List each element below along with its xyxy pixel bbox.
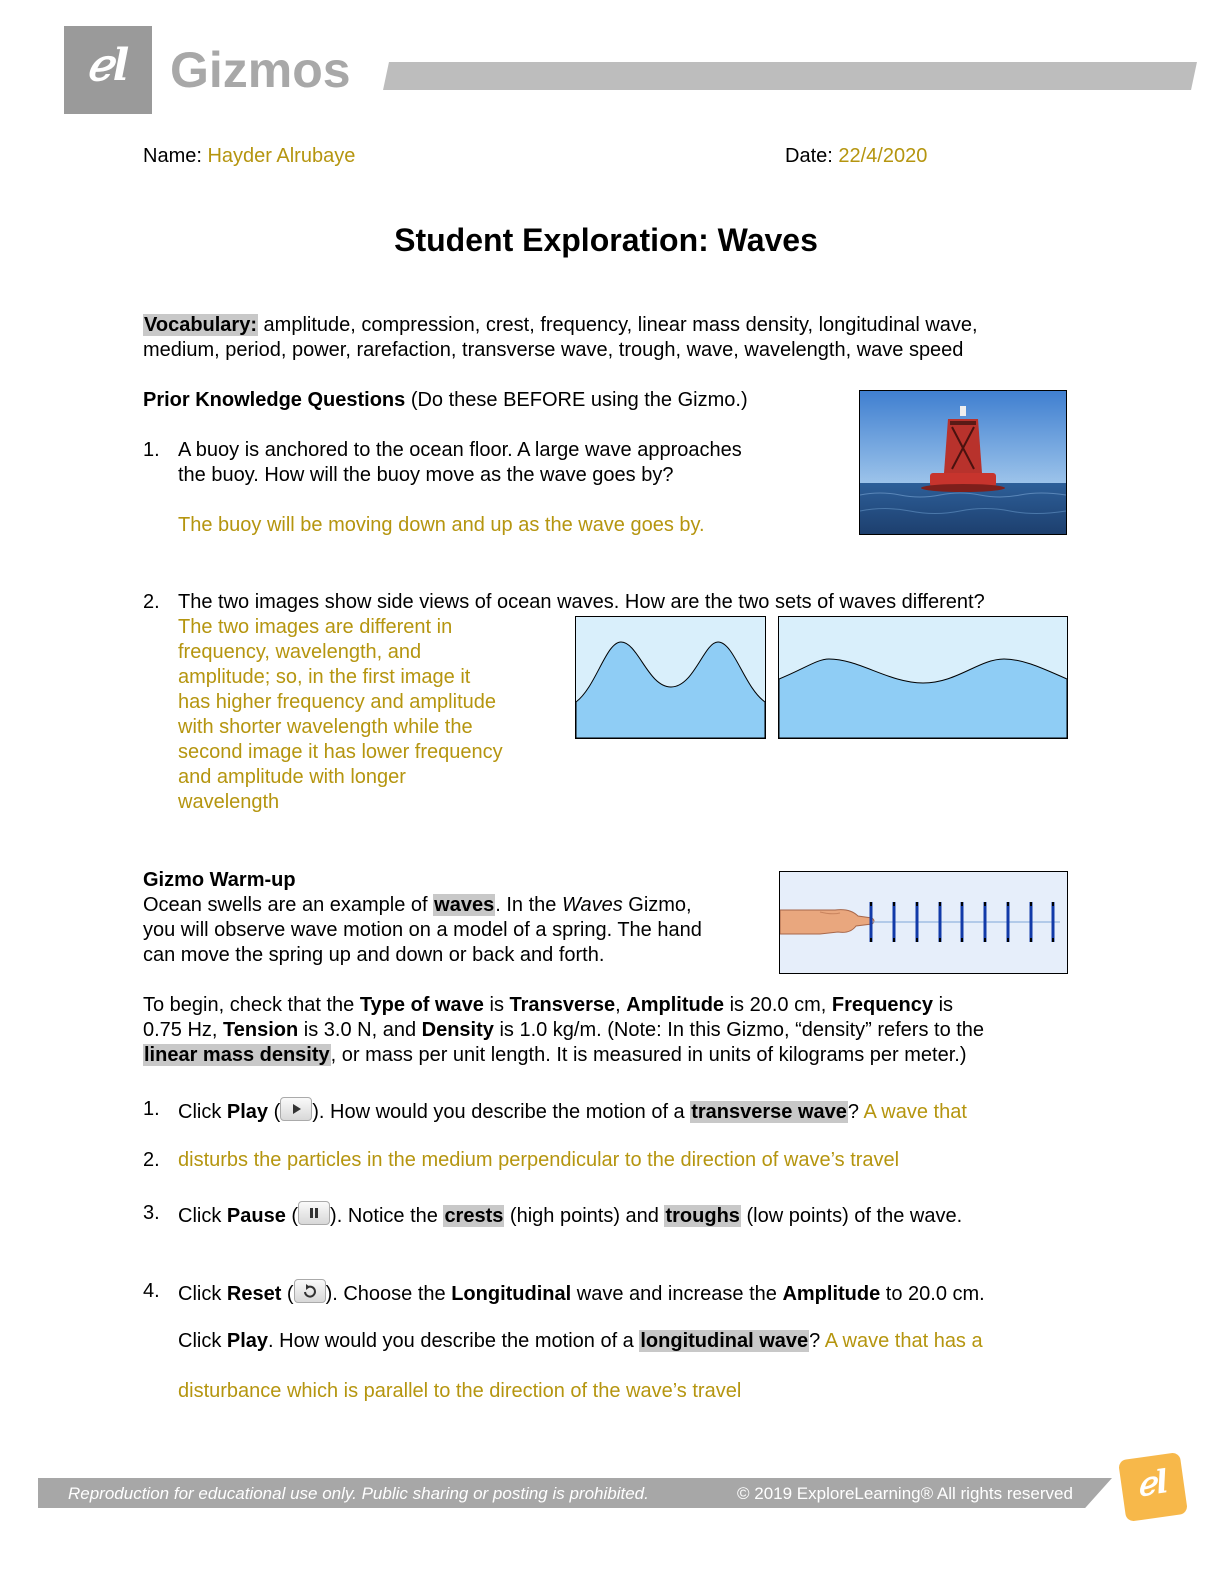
begin-bold: Amplitude [626, 994, 725, 1016]
q2-answer-line: The two images are different in [178, 616, 453, 638]
begin-text: is 3.0 N, and [298, 1019, 422, 1041]
page-title: Student Exploration: Waves [394, 222, 818, 258]
q2-answer[interactable] [178, 615, 503, 815]
begin-line1 [143, 993, 953, 1018]
warmup-heading: Gizmo Warm-up [143, 869, 296, 891]
step-text: ). Notice the [330, 1205, 444, 1227]
step-text: Click [178, 1330, 227, 1352]
footer-logo-text: ℯl [1134, 1462, 1171, 1505]
q2-answer-line: wavelength [178, 791, 280, 813]
step3-line [178, 1201, 962, 1229]
step4-line [178, 1279, 985, 1307]
begin-text: is 20.0 cm, [724, 994, 832, 1016]
q2-answer-line: second image it has lower frequency [178, 741, 503, 763]
term-crests: crests [444, 1205, 504, 1227]
footer-copyright: © 2019 ExploreLearning® All rights reserved [737, 1484, 1073, 1503]
step4-number: 4. [143, 1280, 160, 1302]
footer-logo [1118, 1452, 1188, 1522]
step-text: (high points) and [504, 1205, 665, 1227]
step-text: ). How would you describe the motion of a [312, 1101, 691, 1123]
begin-text: , or mass per unit length. It is measured in units of kilograms per meter.) [330, 1044, 967, 1066]
begin-text: is [933, 994, 954, 1016]
play-icon [280, 1097, 312, 1121]
step1-number: 1. [143, 1098, 160, 1120]
term-linear-mass-density: linear mass density [144, 1044, 330, 1066]
q2-number: 2. [143, 591, 160, 613]
step-text: to 20.0 cm. [880, 1283, 985, 1305]
footer-notice: Reproduction for educational use only. Public sharing or posting is prohibited. [68, 1484, 649, 1503]
prior-heading-note: (Do these BEFORE using the Gizmo.) [405, 389, 748, 411]
begin-bold: Density [421, 1019, 494, 1041]
name-label: Name: [143, 145, 202, 167]
vocabulary-label: Vocabulary: [144, 314, 257, 336]
begin-line3 [143, 1043, 966, 1068]
step-bold: Amplitude [782, 1283, 881, 1305]
begin-bold: Frequency [831, 994, 934, 1016]
step-bold: Longitudinal [451, 1283, 572, 1305]
step-bold: Play [226, 1101, 269, 1123]
step-text: ? [847, 1101, 864, 1123]
q1-text-2: the buoy. How will the buoy move as the wave goes by? [178, 464, 674, 486]
term-transverse-wave: transverse wave [691, 1101, 847, 1123]
reset-icon [294, 1279, 326, 1303]
date-row [785, 144, 927, 169]
date-value[interactable]: 22/4/2020 [838, 145, 928, 167]
begin-line2 [143, 1018, 984, 1043]
warmup-line3: can move the spring up and down or back and forth. [143, 944, 605, 966]
gizmo-name: Waves [561, 894, 623, 916]
step-text: Click [178, 1205, 227, 1227]
warmup-text: . In the [495, 894, 562, 916]
step-text: ). Choose the [325, 1283, 452, 1305]
prior-heading-text: Prior Knowledge Questions [143, 389, 406, 411]
wave-image-2 [778, 616, 1068, 739]
vocabulary-terms-1: amplitude, compression, crest, frequency, linear mass density, longitudinal wave, [258, 314, 978, 336]
q2-text: The two images show side views of ocean waves. How are the two sets of waves different? [178, 591, 985, 613]
begin-text: 0.75 Hz, [143, 1019, 224, 1041]
warmup-text: Gizmo, [622, 894, 692, 916]
prior-knowledge-heading [143, 388, 748, 413]
step-text: Click [178, 1101, 227, 1123]
q2-answer-line: and amplitude with longer [178, 766, 406, 788]
vocabulary-line1 [143, 313, 978, 338]
header-logo [64, 26, 152, 114]
warmup-line2: you will observe wave motion on a model of a spring. The hand [143, 919, 702, 941]
q2-answer-line: amplitude; so, in the first image it [178, 666, 471, 688]
step2-answer[interactable]: disturbs the particles in the medium perpendicular to the direction of wave’s travel [178, 1149, 900, 1171]
begin-text: , [615, 994, 627, 1016]
vocabulary-line2: medium, period, power, rarefaction, transverse wave, trough, wave, wavelength, wave speed [143, 339, 964, 361]
begin-bold: Tension [223, 1019, 299, 1041]
step-text: ( [285, 1205, 299, 1227]
header-bar [383, 62, 1197, 90]
q2-answer-line: has higher frequency and amplitude [178, 691, 496, 713]
step-bold: Play [226, 1330, 269, 1352]
term-waves: waves [434, 894, 495, 916]
begin-text: is [483, 994, 510, 1016]
brand-name: Gizmos [170, 42, 351, 98]
spring-hand-image [779, 871, 1068, 974]
begin-text: To begin, check that the [143, 994, 360, 1016]
step-text: Click [178, 1283, 227, 1305]
term-troughs: troughs [665, 1205, 740, 1227]
name-row [143, 144, 355, 169]
warmup-text: Ocean swells are an example of [143, 894, 434, 916]
name-value[interactable]: Hayder Alrubaye [207, 145, 356, 167]
step-text: wave and increase the [571, 1283, 783, 1305]
term-longitudinal-wave: longitudinal wave [640, 1330, 809, 1352]
begin-bold: Type of wave [359, 994, 484, 1016]
step4-answer-2[interactable]: disturbance which is parallel to the direction of the wave’s travel [178, 1380, 742, 1402]
buoy-image [859, 390, 1067, 535]
begin-text: is 1.0 kg/m. (Note: In this Gizmo, “density” refers to the [493, 1019, 985, 1041]
logo-text: ℯl [86, 40, 130, 91]
date-label: Date: [785, 145, 833, 167]
pause-icon [298, 1201, 330, 1225]
step-text: ( [281, 1283, 294, 1305]
step1-answer[interactable]: A wave that [863, 1101, 967, 1123]
step4-answer-1[interactable]: A wave that has a [824, 1330, 983, 1352]
q1-text-1: A buoy is anchored to the ocean floor. A large wave approaches [178, 439, 742, 461]
step2-number: 2. [143, 1149, 160, 1171]
q1-number: 1. [143, 439, 160, 461]
step3-number: 3. [143, 1202, 160, 1224]
step1-line [178, 1097, 967, 1125]
wave-image-1 [575, 616, 766, 739]
warmup-line1 [143, 893, 692, 918]
step4b-line [178, 1329, 983, 1354]
step-bold: Reset [226, 1283, 282, 1305]
step-bold: Pause [226, 1205, 286, 1227]
q2-answer-line: frequency, wavelength, and [178, 641, 422, 663]
q1-answer[interactable]: The buoy will be moving down and up as the wave goes by. [178, 514, 705, 536]
begin-bold: Transverse [509, 994, 616, 1016]
step-text: ? [809, 1330, 825, 1352]
q2-answer-line: with shorter wavelength while the [178, 716, 473, 738]
step-text: . How would you describe the motion of a [268, 1330, 640, 1352]
step-text: ( [268, 1101, 281, 1123]
step-text: (low points) of the wave. [740, 1205, 963, 1227]
